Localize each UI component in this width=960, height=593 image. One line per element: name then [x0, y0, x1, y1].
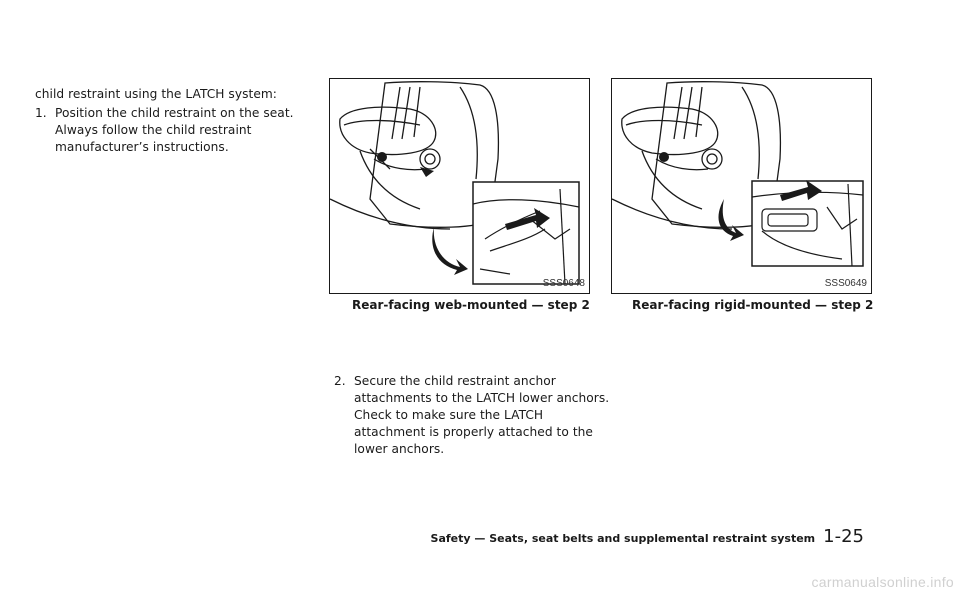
web-mounted-illustration — [330, 79, 589, 293]
step-1-text: Position the child restraint on the seat. Always follow the child restraint manufacturer’s instructions. — [55, 106, 294, 154]
step-1 — [35, 105, 335, 156]
figure-rigid-mounted — [611, 78, 872, 294]
page-footer — [431, 526, 864, 547]
rigid-mounted-illustration — [612, 79, 871, 293]
page-number: 1-25 — [823, 526, 864, 547]
watermark: carmanualsonline.info — [811, 574, 954, 590]
figure-code: SSS0648 — [542, 278, 585, 289]
figure-web-mounted — [329, 78, 590, 294]
step-1-number: 1. — [35, 106, 47, 120]
step-2 — [334, 373, 616, 458]
footer-section-title: Safety — Seats, seat belts and supplemental restraint system — [430, 532, 816, 545]
figure-caption: Rear-facing rigid-mounted — step 2 — [632, 298, 874, 312]
figure-caption: Rear-facing web-mounted — step 2 — [352, 298, 590, 312]
step-2-text: Secure the child restraint anchor attachments to the LATCH lower anchors. Check to make sure the LATCH attachment is properly attached to the lower anchors. — [354, 374, 610, 456]
intro-text: child restraint using the LATCH system: — [35, 87, 277, 101]
figure-code: SSS0649 — [824, 278, 867, 289]
step-2-number: 2. — [334, 374, 346, 388]
